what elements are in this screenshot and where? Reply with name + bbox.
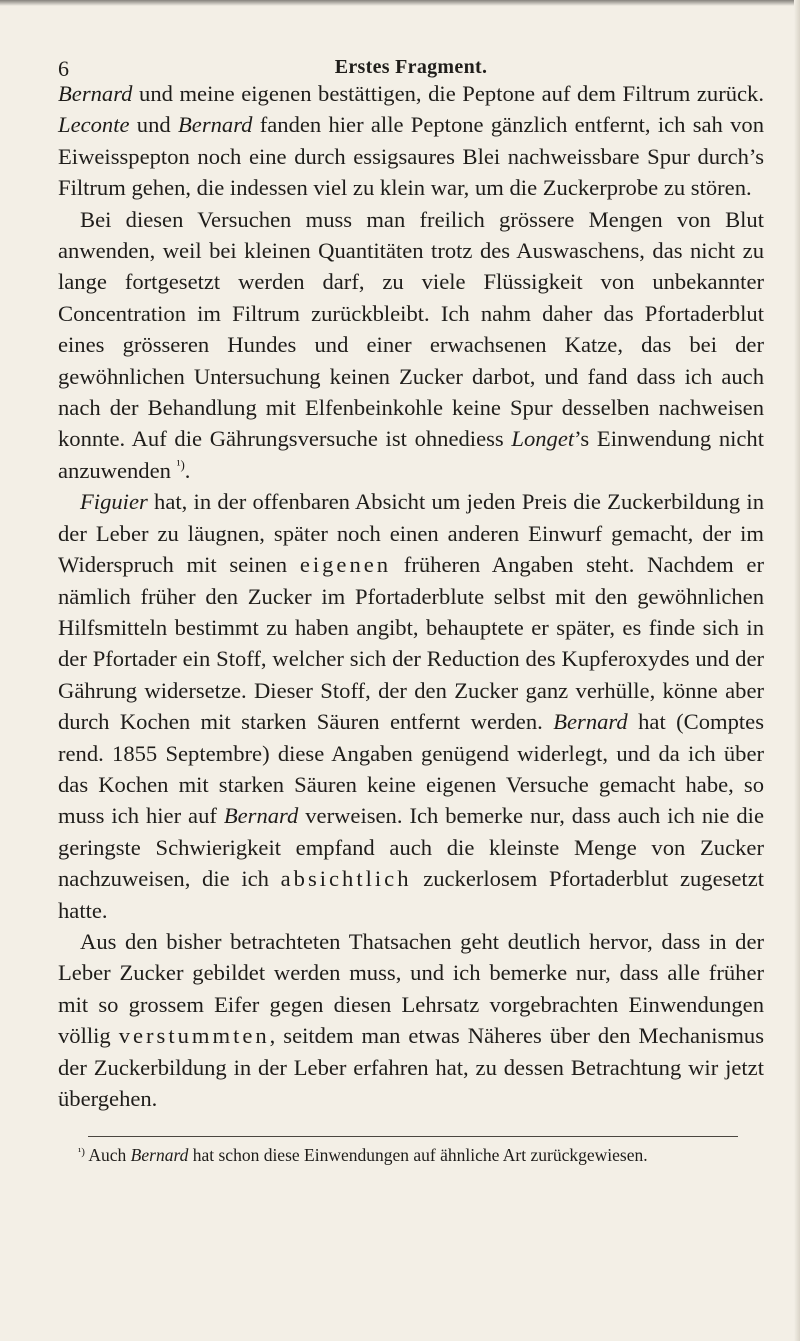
text-run: Bei diesen Versuchen muss man freilich grössere Mengen von Blut anwenden, weil bei kleinen Quantitäten trotz des Auswaschens, das nicht zu lange fortgesetzt werden darf, zu viele Flüssigkeit von unbekannter Concentration im Filtrum zurückbleibt. Ich nahm daher das Pfortaderblut eines grösseren Hundes und einer erwachsenen Katze, das bei der gewöhnlichen Untersuchung keinen Zucker darbot, und fand dass ich auch nach der Behandlung mit Elfenbeinkohle keine Spur desselben nachweisen konnte. Auf die Gährungsversuche ist ohnediess [58,206,764,452]
paragraph-3 [58,486,764,926]
paragraph-1 [58,78,764,204]
text-run: hat schon diese Einwendungen auf ähnliche Art zurückgewiesen. [188,1145,648,1166]
text-run: hat, in der offenbaren Absicht um jeden Preis die Zuckerbildung in der Leber zu läugnen, später noch einen anderen Einwurf gemacht, der im Widerspruch mit seinen [58,489,764,578]
paragraph-2 [58,204,764,487]
text-run: Auch [84,1145,131,1166]
page-header [58,0,764,81]
text-run: ’s Einwendung nicht anzuwenden [58,426,764,483]
paragraph-4 [58,926,764,1114]
running-title: Erstes Fragment. [334,56,488,78]
footnote-marker: ¹) [78,1146,85,1159]
text-run: . [184,457,191,483]
text-run: früheren Angaben steht. Nachdem er nämlich früher den Zucker im Pfortaderblute selbst mit den gewöhnlichen Hilfsmitteln bestimmt zu haben angibt, behauptete er später, es finde sich in der Pfortader ein Stoff, welcher sich der Reduction des Kupferoxydes und der Gährung widersetze. Dieser Stoff, der den Zucker ganz verhülle, könne aber durch Kochen mit starken Säuren entfernt werden. [58,552,764,735]
text-run: Aus den bisher betrachteten Thatsachen geht deutlich hervor, dass in der Leber Zucker gebildet werden muss, und ich bemerke nur, dass alle früher mit so grossem Eifer gegen diesen Lehrsatz vorgebrachten Einwendungen völlig [58,928,764,1049]
italic-name: Leconte [58,112,130,138]
italic-name: Longet [511,426,575,452]
body-text [58,78,764,1114]
book-page [58,0,764,1168]
text-run: und [129,112,178,138]
footnote-divider [88,1136,738,1137]
italic-name: Figuier [80,489,148,515]
italic-name: Bernard [553,709,628,735]
scan-right-edge [794,0,800,1341]
page-number: 6 [58,56,69,81]
italic-name: Bernard [58,81,133,106]
spaced-emphasis: eigenen [299,552,392,578]
text-run: fanden hier alle Peptone gänzlich entfernt, ich sah von Eiweisspepton noch eine durch essigsaures Blei nachweissbare Spur durch’s Filtrum gehen, die indessen viel zu klein war, um die Zuckerprobe zu stören. [58,112,765,201]
text-run: und meine eigenen bestättigen, die Peptone auf dem Filtrum zurück. [132,81,764,106]
footnote [58,1143,764,1168]
text-run: hat (Comptes rend. 1855 Septembre) diese Angaben genügend widerlegt, und da ich über das Kochen mit starken Säuren keine eigenen Versuche gemacht habe, so muss ich hier auf [58,709,765,829]
text-run: verweisen. Ich bemerke nur, dass auch ich nie die geringste Schwierigkeit empfand auch die kleinste Menge von Zucker nachzuweisen, die ich [58,803,764,892]
italic-name: Bernard [223,803,299,829]
spaced-emphasis: verstummten [118,1023,270,1049]
italic-name: Bernard [177,112,253,138]
text-run: , seitdem man etwas Näheres über den Mechanismus der Zuckerbildung in der Leber erfahren hat, zu dessen Betrachtung wir jetzt übergehen. [58,1023,765,1111]
footnote-marker: ¹) [176,456,185,472]
italic-name: Bernard [130,1145,189,1166]
text-run: zuckerlosem Pfortaderblut zugesetzt hatte. [58,866,765,923]
spaced-emphasis: absichtlich [280,866,412,892]
